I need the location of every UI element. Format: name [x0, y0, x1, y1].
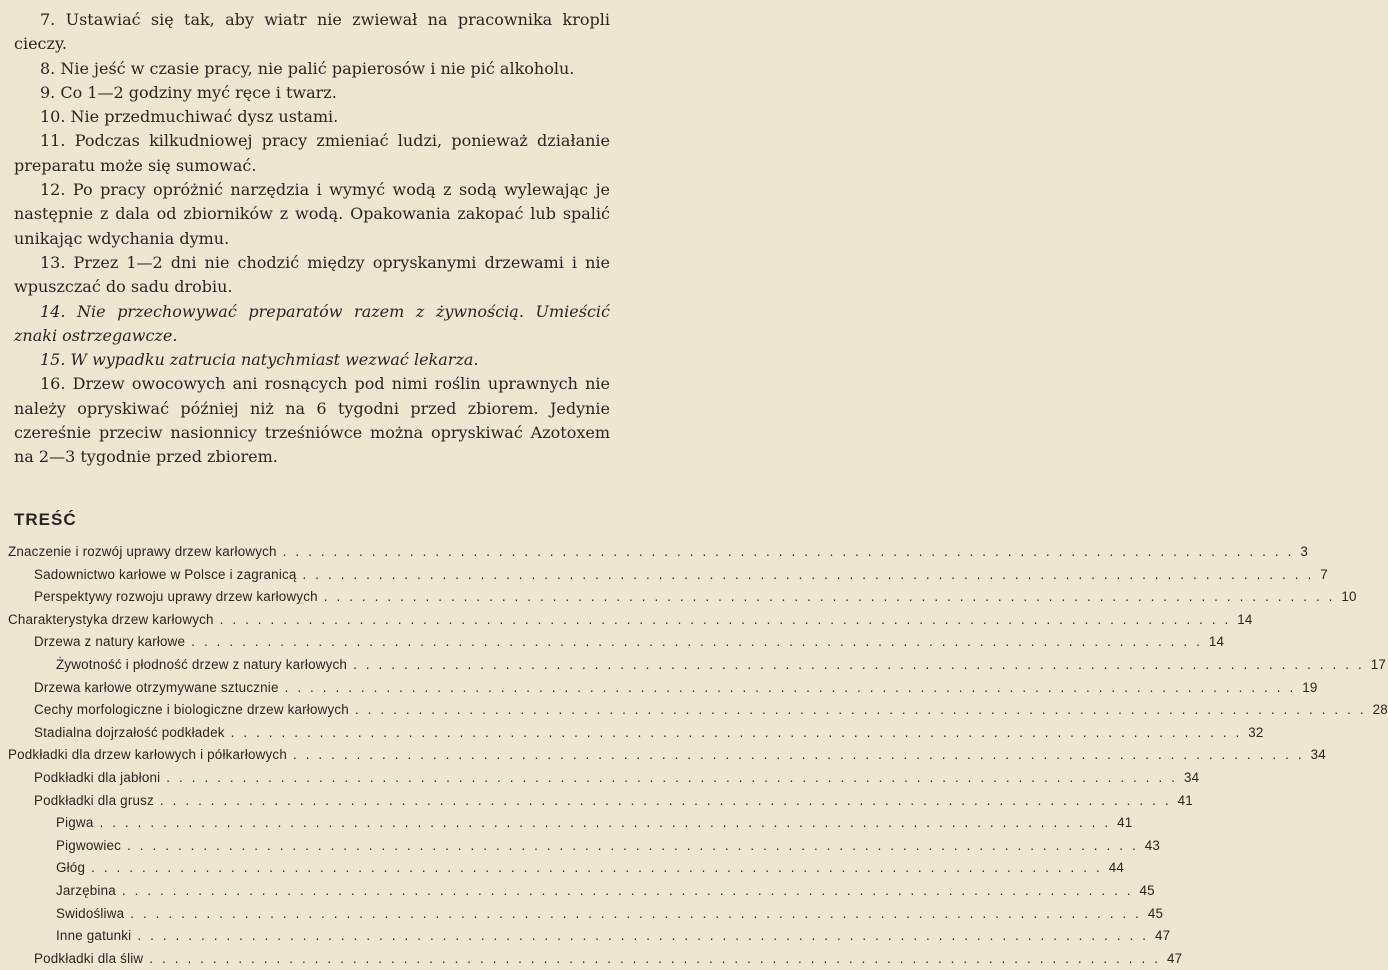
toc-leader-dots: ................................................................................ [121, 882, 1140, 898]
toc-entry [8, 880, 1155, 903]
rule-paragraph: 7. Ustawiać się tak, aby wiatr nie zwiewał na pracownika kropli cieczy. [14, 10, 610, 54]
toc-entry-title: Swidośliwa [56, 905, 125, 921]
toc-page-number: 32 [1248, 724, 1264, 740]
toc-heading: TREŚĆ [14, 510, 77, 529]
toc-entry [8, 948, 1183, 970]
toc-leader-dots: ................................................................................ [149, 950, 1167, 966]
toc-entry-title: Jarzębina [56, 882, 116, 898]
rule-paragraph: 15. W wypadku zatrucia natychmiast wezwać lekarza. [40, 350, 479, 370]
table-of-contents [8, 541, 1388, 970]
toc-entry [8, 835, 1160, 858]
toc-entry-title: Drzewa karłowe otrzymywane sztucznie [34, 679, 279, 695]
toc-page-number: 10 [1341, 589, 1357, 605]
toc-leader-dots: ................................................................................ [302, 566, 1321, 582]
toc-entry-title: Cechy morfologiczne i biologiczne drzew karłowych [34, 702, 349, 718]
rule-paragraph: 13. Przez 1—2 dni nie chodzić między opryskanymi drzewami i nie wpuszczać do sadu drobiu. [14, 252, 610, 297]
toc-page-number: 47 [1166, 950, 1183, 966]
rule-paragraph: 16. Drzew owocowych ani rosnących pod nimi roślin uprawnych nie należy opryskiwać później niż na 6 tygodni przed zbiorem. Jedynie czereśnie przeciw nasionnicy trześniówce można opryskiwać Azotoxem na 2—3 tygodnie przed zbiorem. [14, 374, 610, 467]
toc-entry-title: Żywotność i płodność drzew z natury karłowych [56, 656, 348, 672]
toc-entry [8, 790, 1193, 813]
toc-leader-dots: ................................................................................ [166, 769, 1184, 785]
toc-page-number: 45 [1139, 882, 1155, 898]
toc-page-number: 41 [1177, 792, 1193, 808]
toc-entry [8, 609, 1253, 632]
toc-entry-title: Podkładki dla jabłoni [34, 769, 161, 785]
toc-leader-dots: ................................................................................ [284, 679, 1303, 695]
toc-entry [8, 541, 1308, 564]
toc-entry [8, 631, 1225, 654]
toc-entry [8, 767, 1200, 790]
rule-paragraph: 8. Nie jeść w czasie pracy, nie palić papierosów i nie pić alkoholu. [40, 58, 575, 78]
toc-entry [8, 812, 1133, 835]
toc-page-number: 3 [1300, 544, 1308, 559]
toc-entry [8, 654, 1386, 677]
toc-entry-title: Stadialna dojrzałość podkładek [34, 724, 225, 740]
toc-leader-dots: ................................................................................ [159, 792, 1178, 808]
toc-page-number: 41 [1117, 815, 1133, 831]
toc-page-number: 34 [1310, 747, 1326, 763]
toc-entry [8, 699, 1388, 722]
toc-leader-dots: ................................................................................ [292, 747, 1311, 763]
rule-paragraph: 9. Co 1—2 godziny myć ręce i twarz. [40, 82, 337, 102]
toc-entry-title: Drzewa z natury karłowe [34, 634, 186, 650]
toc-entry-title: Pigwa [56, 815, 94, 831]
safety-rules-list [14, 8, 610, 470]
rule-paragraph: 11. Podczas kilkudniowej pracy zmieniać ludzi, ponieważ działanie preparatu może się sumować. [14, 131, 610, 175]
toc-entry-title: Charakterystyka drzew karłowych [8, 611, 214, 627]
toc-leader-dots: ................................................................................ [230, 724, 1249, 740]
toc-entry [8, 722, 1264, 745]
toc-leader-dots: ................................................................................ [127, 837, 1145, 853]
toc-leader-dots: ................................................................................ [353, 656, 1371, 672]
toc-leader-dots: ................................................................................ [137, 928, 1156, 944]
toc-page-number: 45 [1147, 905, 1164, 921]
toc-page-number: 43 [1144, 837, 1160, 853]
toc-page-number: 14 [1237, 611, 1253, 627]
toc-page-number: 44 [1108, 860, 1125, 876]
toc-page-number: 17 [1370, 656, 1386, 672]
toc-page-number: 47 [1155, 928, 1171, 944]
rule-paragraph: 14. Nie przechowywać preparatów razem z żywnością. Umieścić znaki ostrzegawcze. [14, 301, 610, 345]
toc-leader-dots: ................................................................................ [282, 544, 1301, 559]
toc-page-number: 19 [1302, 679, 1318, 695]
toc-entry [8, 857, 1125, 880]
toc-leader-dots: ................................................................................ [191, 634, 1209, 650]
toc-leader-dots: ................................................................................ [130, 905, 1148, 921]
toc-entry [8, 744, 1326, 767]
toc-entry [8, 564, 1328, 587]
toc-entry-title: Znaczenie i rozwój uprawy drzew karłowych [8, 544, 277, 559]
toc-leader-dots: ................................................................................ [323, 589, 1342, 605]
toc-page-number: 34 [1183, 769, 1200, 785]
toc-entry [8, 677, 1318, 700]
toc-leader-dots: ................................................................................ [99, 815, 1118, 831]
toc-entry-title: Podkładki dla drzew karłowych i półkarłowych [8, 747, 287, 763]
toc-entry-title: Podkładki dla śliw [34, 950, 144, 966]
toc-entry-title: Inne gatunki [56, 928, 132, 944]
toc-entry-title: Podkładki dla grusz [34, 792, 154, 808]
toc-entry [8, 925, 1171, 948]
toc-page-number: 14 [1208, 634, 1225, 650]
toc-page-number: 28 [1372, 702, 1388, 718]
rule-paragraph: 12. Po pracy opróżnić narzędzia i wymyć wodą z sodą wylewając je następnie z dala od zbiorników z wodą. Opakowania zakopać lub spalić unikając wdychania dymu. [14, 180, 610, 248]
toc-leader-dots: ................................................................................ [354, 702, 1373, 718]
toc-entry-title: Perspektywy rozwoju uprawy drzew karłowych [34, 589, 318, 605]
toc-leader-dots: ................................................................................ [219, 611, 1238, 627]
rule-paragraph: 10. Nie przedmuchiwać dysz ustami. [40, 107, 339, 127]
toc-leader-dots: ................................................................................ [91, 860, 1109, 876]
toc-entry-title: Pigwowiec [56, 837, 122, 853]
toc-entry-title: Sadownictwo karłowe w Polsce i zagranicą [34, 566, 297, 582]
toc-page-number: 7 [1320, 566, 1328, 582]
toc-entry [8, 586, 1357, 609]
toc-entry-title: Głóg [56, 860, 86, 876]
toc-entry [8, 903, 1164, 926]
